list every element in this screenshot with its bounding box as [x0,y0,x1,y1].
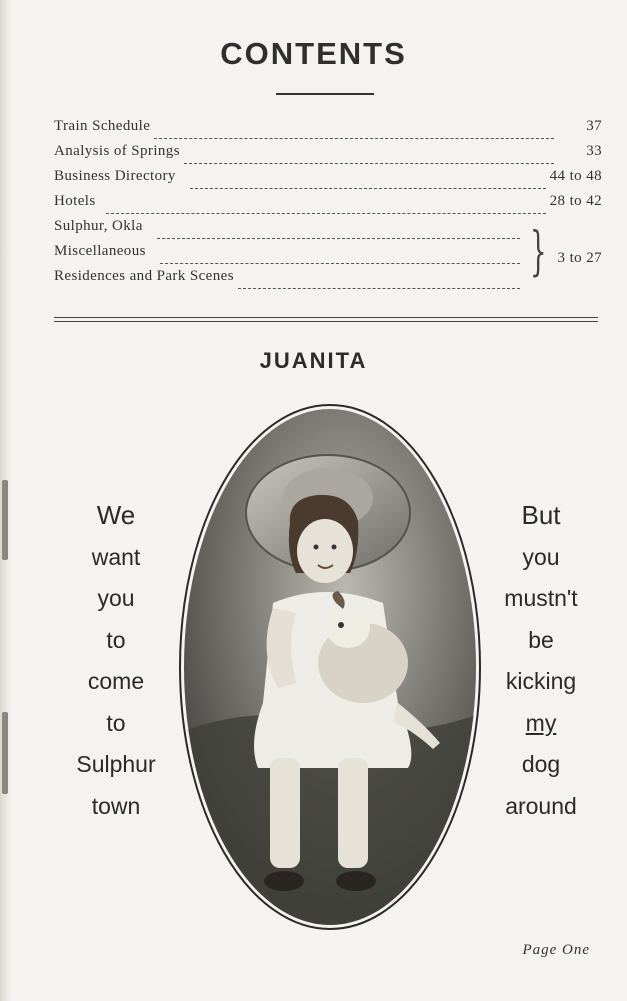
verse-line: come [87,668,145,694]
verse-line: my [525,709,557,736]
toc-label: Business Directory [54,168,176,184]
section-divider [54,321,598,322]
toc-entry-business-directory[interactable] [54,168,602,193]
toc-entry-sulphur-okla[interactable] [54,218,524,243]
page-number: Page One [522,942,590,958]
toc-leader [106,212,546,214]
toc-leader [157,237,520,239]
toc-grouped-page: 3 to 27 [557,250,602,266]
toc-page: 44 to 48 [549,168,602,184]
toc-entry-miscellaneous[interactable] [54,243,524,268]
feature-title: JUANITA [259,348,368,373]
toc-entry-analysis-of-springs[interactable] [54,143,602,168]
toc-label: Analysis of Springs [54,143,180,159]
toc-leader [238,287,520,289]
verse-left [51,495,181,827]
toc-page: 37 [586,118,602,134]
verse-line: kicking [505,668,577,694]
verse-line: town [91,792,141,819]
verse-line: you [522,543,560,570]
verse-line: to [106,709,126,736]
toc-label: Residences and Park Scenes [54,268,234,284]
verse-line: But [521,500,561,530]
oval-portrait-photo [178,403,482,931]
toc-entry-residences-and-park-scenes[interactable] [54,268,524,293]
toc-label: Hotels [54,193,96,209]
verse-line: Sulphur [76,751,156,777]
verse-line: be [528,626,554,653]
section-divider [54,317,598,318]
toc-leader [184,162,554,164]
toc-entry-train-schedule[interactable] [54,118,602,143]
toc-page: 33 [586,143,602,159]
toc-leader [190,187,546,189]
verse-line: dog [521,751,561,777]
toc-leader [160,262,520,264]
contents-title: CONTENTS [220,36,407,71]
title-underline [276,93,374,95]
verse-line: to [106,626,126,653]
toc-brace: } [530,222,547,282]
binding-mark [2,712,8,794]
verse-line: We [96,500,136,530]
verse-right [476,495,606,827]
toc-label: Miscellaneous [54,243,146,259]
portrait-illustration [178,403,482,931]
toc-label: Train Schedule [54,118,151,134]
binding-mark [2,480,8,560]
verse-line: you [97,585,135,611]
verse-line: around [505,792,577,819]
verse-line: want [91,543,141,570]
verse-line: mustn't [504,585,578,611]
toc-leader [154,137,554,139]
toc-entry-hotels[interactable] [54,193,602,218]
toc-page: 28 to 42 [549,193,602,209]
toc-label: Sulphur, Okla [54,218,143,234]
